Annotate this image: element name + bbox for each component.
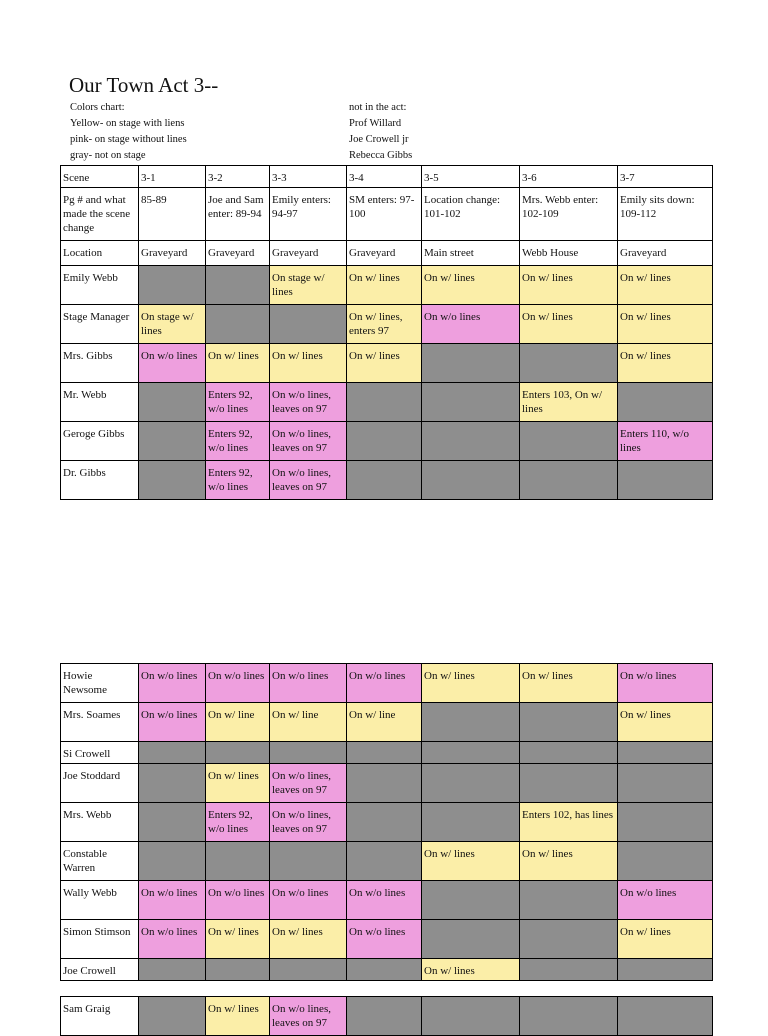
scene-status-cell: On w/o lines: [618, 664, 713, 703]
scene-status-cell: [618, 764, 713, 803]
table-row: [61, 664, 713, 703]
scene-status-cell: Graveyard: [139, 241, 206, 266]
scene-status-cell: [347, 764, 422, 803]
row-label-cell: Mrs. Webb: [61, 803, 139, 842]
scene-status-cell: Graveyard: [270, 241, 347, 266]
row-label-cell: Geroge Gibbs: [61, 422, 139, 461]
scene-status-cell: Webb House: [520, 241, 618, 266]
scene-status-cell: [422, 764, 520, 803]
scene-status-cell: On w/ lines: [206, 764, 270, 803]
row-label-cell: Joe Stoddard: [61, 764, 139, 803]
scene-status-cell: On w/ line: [206, 703, 270, 742]
scene-status-cell: 3-1: [139, 166, 206, 188]
scene-status-cell: [520, 920, 618, 959]
row-label-cell: Joe Crowell: [61, 959, 139, 981]
scene-status-cell: [422, 703, 520, 742]
scene-status-cell: [422, 881, 520, 920]
scene-status-cell: [139, 959, 206, 981]
scene-status-cell: [422, 344, 520, 383]
scene-status-cell: Emily sits down: 109-112: [618, 188, 713, 241]
table-row: [61, 383, 713, 422]
not-in-act-line: Prof Willard: [349, 118, 402, 129]
scene-status-cell: Enters 92, w/o lines: [206, 383, 270, 422]
scene-status-cell: [347, 842, 422, 881]
scene-status-cell: Enters 103, On w/ lines: [520, 383, 618, 422]
scene-status-cell: [520, 461, 618, 500]
legend-line: pink- on stage without lines: [70, 134, 187, 145]
scene-status-cell: Location change: 101-102: [422, 188, 520, 241]
scene-status-cell: [270, 842, 347, 881]
table-row: [61, 920, 713, 959]
scene-status-cell: Mrs. Webb enter: 102-109: [520, 188, 618, 241]
not-in-act-line: not in the act:: [349, 102, 407, 113]
color-legend: [70, 100, 187, 164]
scene-status-cell: [270, 305, 347, 344]
scene-status-cell: On w/o lines, leaves on 97: [270, 997, 347, 1036]
row-label-cell: Emily Webb: [61, 266, 139, 305]
scene-status-cell: [139, 422, 206, 461]
scene-status-cell: [206, 266, 270, 305]
scene-status-cell: On w/ lines: [618, 703, 713, 742]
row-label-cell: Howie Newsome: [61, 664, 139, 703]
scene-status-cell: On w/o lines: [139, 920, 206, 959]
scene-status-cell: On w/ lines: [270, 920, 347, 959]
scene-status-cell: On w/ lines: [422, 664, 520, 703]
scene-status-cell: On w/ lines: [520, 842, 618, 881]
scene-status-cell: [139, 764, 206, 803]
scene-status-cell: On w/o lines: [139, 344, 206, 383]
scene-status-cell: On w/o lines: [206, 881, 270, 920]
scene-status-cell: 3-6: [520, 166, 618, 188]
scene-status-cell: Main street: [422, 241, 520, 266]
legend-line: gray- not on stage: [70, 150, 146, 161]
scene-status-cell: [422, 803, 520, 842]
table-row: [61, 764, 713, 803]
row-label-cell: Sam Graig: [61, 997, 139, 1036]
scene-status-cell: [422, 422, 520, 461]
scene-status-cell: [206, 959, 270, 981]
scene-status-cell: On w/ line: [270, 703, 347, 742]
scene-status-cell: [618, 803, 713, 842]
scene-status-cell: On w/o lines, leaves on 97: [270, 764, 347, 803]
scene-status-cell: On w/o lines, leaves on 97: [270, 461, 347, 500]
scene-status-cell: [206, 742, 270, 764]
table-row: [61, 703, 713, 742]
scene-status-cell: [206, 305, 270, 344]
scene-status-cell: [520, 703, 618, 742]
scene-status-cell: On w/ lines: [422, 959, 520, 981]
table-row: [61, 422, 713, 461]
scene-status-cell: On w/o lines, leaves on 97: [270, 803, 347, 842]
scene-status-cell: [520, 422, 618, 461]
scene-status-cell: [520, 344, 618, 383]
scene-status-cell: [618, 959, 713, 981]
scene-status-cell: 3-5: [422, 166, 520, 188]
row-label-cell: Simon Stimson: [61, 920, 139, 959]
scene-status-cell: On w/o lines: [347, 664, 422, 703]
scene-status-cell: On w/ lines: [206, 920, 270, 959]
scene-status-cell: [422, 383, 520, 422]
row-label-cell: Pg # and what made the scene change: [61, 188, 139, 241]
table-row: [61, 959, 713, 981]
scene-status-cell: SM enters: 97-100: [347, 188, 422, 241]
scene-status-cell: [520, 742, 618, 764]
scene-status-cell: On w/ lines: [618, 266, 713, 305]
scene-status-cell: 3-3: [270, 166, 347, 188]
table-row: [61, 803, 713, 842]
scene-status-cell: On w/ lines: [347, 266, 422, 305]
scene-status-cell: On w/ line: [347, 703, 422, 742]
scene-status-cell: [520, 997, 618, 1036]
row-label-cell: Wally Webb: [61, 881, 139, 920]
scene-status-cell: 3-4: [347, 166, 422, 188]
scene-status-cell: On w/o lines: [270, 881, 347, 920]
scene-status-cell: On w/ lines: [520, 305, 618, 344]
scene-status-cell: On w/o lines: [270, 664, 347, 703]
scene-status-cell: On w/o lines, leaves on 97: [270, 383, 347, 422]
scene-status-cell: [347, 803, 422, 842]
scene-status-cell: 3-7: [618, 166, 713, 188]
scene-status-cell: [520, 881, 618, 920]
scene-status-cell: On w/ lines: [270, 344, 347, 383]
scene-status-cell: [270, 959, 347, 981]
row-label-cell: Constable Warren: [61, 842, 139, 881]
scene-status-cell: [520, 959, 618, 981]
scene-status-cell: On w/o lines: [139, 703, 206, 742]
scene-status-cell: [422, 742, 520, 764]
row-label-cell: Mrs. Soames: [61, 703, 139, 742]
table-row: [61, 305, 713, 344]
scene-status-cell: On w/ lines: [206, 344, 270, 383]
scene-status-cell: On w/o lines: [206, 664, 270, 703]
scene-chart-table: [60, 165, 713, 500]
scene-status-cell: [347, 383, 422, 422]
scene-status-cell: Graveyard: [206, 241, 270, 266]
row-label-cell: Si Crowell: [61, 742, 139, 764]
table-row: [61, 344, 713, 383]
scene-status-cell: 3-2: [206, 166, 270, 188]
row-label-cell: Stage Manager: [61, 305, 139, 344]
table-row: [61, 266, 713, 305]
scene-status-cell: Enters 92, w/o lines: [206, 803, 270, 842]
row-label-cell: Mr. Webb: [61, 383, 139, 422]
scene-status-cell: [139, 383, 206, 422]
scene-chart-table-extra: [60, 996, 713, 1036]
scene-status-cell: Graveyard: [618, 241, 713, 266]
scene-status-cell: [347, 997, 422, 1036]
scene-status-cell: On w/ lines: [347, 344, 422, 383]
scene-status-cell: 85-89: [139, 188, 206, 241]
scene-status-cell: [422, 997, 520, 1036]
table-row: [61, 188, 713, 241]
scene-status-cell: On w/ lines: [520, 664, 618, 703]
scene-status-cell: [618, 842, 713, 881]
scene-status-cell: On w/ lines, enters 97: [347, 305, 422, 344]
scene-status-cell: [618, 461, 713, 500]
scene-status-cell: Enters 102, has lines: [520, 803, 618, 842]
scene-status-cell: [520, 764, 618, 803]
scene-status-cell: On w/ lines: [520, 266, 618, 305]
scene-status-cell: On stage w/ lines: [270, 266, 347, 305]
scene-chart-table-continued: [60, 663, 713, 981]
table-row: [61, 881, 713, 920]
not-in-act-line: Rebecca Gibbs: [349, 150, 413, 161]
table-row: [61, 742, 713, 764]
scene-status-cell: On w/ lines: [618, 344, 713, 383]
scene-status-cell: On w/ lines: [206, 997, 270, 1036]
scene-status-cell: On w/o lines: [347, 881, 422, 920]
scene-status-cell: [422, 920, 520, 959]
page-title: Our Town Act 3--: [69, 73, 219, 97]
scene-status-cell: On w/o lines: [422, 305, 520, 344]
scene-status-cell: On w/ lines: [422, 266, 520, 305]
scene-status-cell: [347, 959, 422, 981]
table-row: [61, 842, 713, 881]
scene-status-cell: [618, 997, 713, 1036]
scene-status-cell: [139, 997, 206, 1036]
scene-status-cell: On w/o lines: [139, 881, 206, 920]
not-in-act-line: Joe Crowell jr: [349, 134, 409, 145]
scene-status-cell: On w/o lines: [347, 920, 422, 959]
scene-status-cell: On stage w/ lines: [139, 305, 206, 344]
scene-status-cell: On w/o lines: [618, 881, 713, 920]
row-label-cell: Location: [61, 241, 139, 266]
legend-line: Yellow- on stage with liens: [70, 118, 185, 129]
scene-status-cell: Graveyard: [347, 241, 422, 266]
scene-status-cell: [618, 742, 713, 764]
table-row: [61, 461, 713, 500]
table-row: [61, 166, 713, 188]
scene-status-cell: [347, 422, 422, 461]
scene-status-cell: On w/ lines: [422, 842, 520, 881]
scene-status-cell: [206, 842, 270, 881]
scene-status-cell: Emily enters: 94-97: [270, 188, 347, 241]
row-label-cell: Dr. Gibbs: [61, 461, 139, 500]
scene-status-cell: [347, 742, 422, 764]
scene-status-cell: On w/o lines, leaves on 97: [270, 422, 347, 461]
scene-status-cell: [139, 742, 206, 764]
scene-status-cell: [347, 461, 422, 500]
scene-status-cell: Enters 110, w/o lines: [618, 422, 713, 461]
table-row: [61, 241, 713, 266]
scene-status-cell: Enters 92, w/o lines: [206, 422, 270, 461]
scene-status-cell: [270, 742, 347, 764]
scene-status-cell: [618, 383, 713, 422]
scene-status-cell: [139, 266, 206, 305]
scene-status-cell: On w/ lines: [618, 305, 713, 344]
row-label-cell: Mrs. Gibbs: [61, 344, 139, 383]
scene-status-cell: [139, 842, 206, 881]
scene-status-cell: Joe and Sam enter: 89-94: [206, 188, 270, 241]
scene-status-cell: On w/o lines: [139, 664, 206, 703]
row-label-cell: Scene: [61, 166, 139, 188]
not-in-act-list: [349, 100, 412, 164]
legend-line: Colors chart:: [70, 102, 125, 113]
scene-status-cell: [139, 461, 206, 500]
scene-status-cell: [422, 461, 520, 500]
table-row: [61, 997, 713, 1036]
scene-status-cell: On w/ lines: [618, 920, 713, 959]
scene-status-cell: Enters 92, w/o lines: [206, 461, 270, 500]
scene-status-cell: [139, 803, 206, 842]
